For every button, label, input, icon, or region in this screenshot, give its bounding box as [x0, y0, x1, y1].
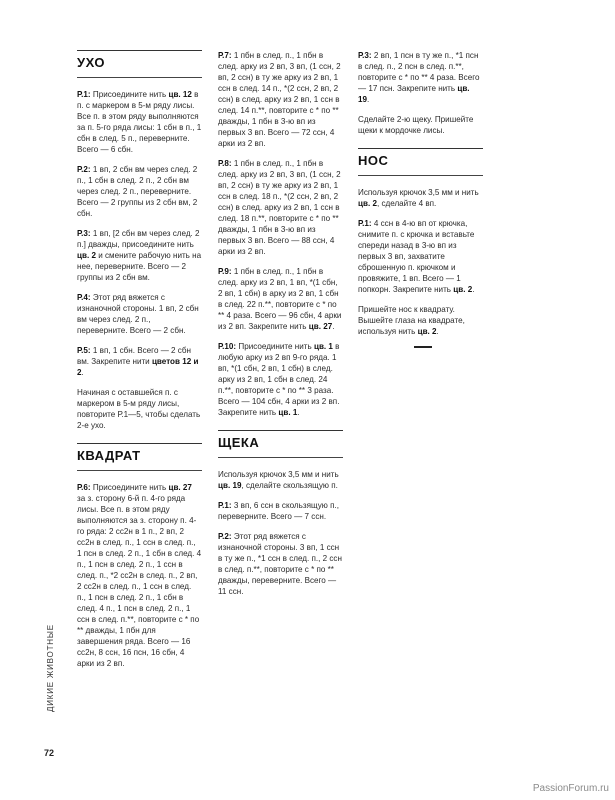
column-3 — [358, 50, 483, 348]
section-side-label: ДИКИЕ ЖИВОТНЫЕ — [46, 624, 55, 712]
section-title-nose: НОС — [358, 153, 389, 168]
section-rule — [77, 50, 202, 51]
section-rule-bottom — [218, 457, 343, 458]
section-rule — [358, 148, 483, 149]
section-rule — [218, 430, 343, 431]
square-row-10: Р.10: Присоедините нить цв. 1 в любую арку из 2 вп 9-го ряда. 1 вп, *(1 сбн, 2 вп, 1 сбн) в след. арку из 2 вп, 1 сбн в след. 24 п.**, повторите с * по ** 3 раза. Всего — 104 сбн, 4 арки из 2 вп. Закрепите нить цв. 1. — [218, 342, 340, 417]
section-rule-bottom — [77, 470, 202, 471]
square-row-6: Р.6: Присоедините нить цв. 27 за з. сторону 6-й п. 4-го ряда лисы. Все п. в этом ряду выполняются за з. сторону п. 4-го ряда: 2 сс2н в 1 п., 2 вп, 2 сс2н в след. п., 1 ссн в след. п., 1 псн в след. 2 п., 1 сбн в след. 4 п., 1 псн в след. 2 п., 1 ссн в след. п., *2 сс2н в след. п., 2 вп, 2 сс2н в след. п., 1 ссн в след. п., 1 псн в след. 2 п., 1 сбн в след. 4 п., 1 псн в след. 2 п., 1 ссн в след. п.**, повторите с * по ** дважды, 1 пбн для завершения ряда. Всего — 16 сс2н, 8 ссн, 16 псн, 16 сбн, 4 арки из 2 вп. — [77, 483, 202, 668]
square-row-9: Р.9: 1 пбн в след. п., 1 пбн в след. арку из 2 вп, 1 вп, *(1 сбн, 2 вп, 1 сбн) в арку из 2 вп, 1 сбн в след. 22 п.**, повторите с * по ** 4 раза. Всего — 96 сбн, 4 арки из 2 вп. Закрепите нить цв. 27. — [218, 267, 342, 331]
section-title-ear: УХО — [77, 55, 106, 70]
section-rule-bottom — [77, 77, 202, 78]
cheek-finish-note: Сделайте 2-ю щеку. Пришейте щеки к мордочке лисы. — [358, 115, 474, 135]
end-dash — [414, 346, 432, 348]
column-1 — [77, 50, 202, 678]
ear-repeat-note: Начиная с оставшейся п. с маркером в 5-м ряду лисы, повторите Р.1—5, чтобы сделать 2-е ухо. — [77, 388, 201, 430]
section-rule — [77, 443, 202, 444]
nose-row-1: Р.1: 4 ссн в 4-ю вп от крючка, снимите п. с крючка и вставьте спереди назад в 3-ю вп из первых 3 вп, захватите сброшенную п. крючком и провяжите, 1 вп. Всего — 1 попкорн. Закрепите нить цв. 2. — [358, 219, 475, 294]
ear-row-3: Р.3: 1 вп, [2 сбн вм через след. 2 п.] дважды, присоедините нить цв. 2 и смените рабочую нить на нее, переверните. Всего — 2 группы из 2 сбн вм. — [77, 229, 202, 282]
cheek-row-2: Р.2: Этот ряд вяжется с изнаночной стороны. 3 вп, 1 ссн в ту же п., *1 ссн в след. п., 2 ссн в след. п.**, повторите с * по ** дважды, переверните. Всего — 11 ссн. — [218, 532, 342, 596]
watermark: PassionForum.ru — [532, 783, 609, 794]
ear-row-2: Р.2: 1 вп, 2 сбн вм через след. 2 п., 1 сбн в след. 2 п., 2 сбн вм через след. 2 п., переверните. Всего — 2 группы из 2 сбн вм, 2 сбн. — [77, 165, 198, 218]
section-title-cheek: ЩЕКА — [218, 435, 260, 450]
cheek-row-3: Р.3: 2 вп, 1 псн в ту же п., *1 псн в след. п., 2 псн в след. п.**, повторите с * по ** 4 раза. Всего — 17 псн. Закрепите нить цв. 19. — [358, 51, 480, 104]
square-row-7: Р.7: 1 пбн в след. п., 1 пбн в след. арку из 2 вп, 3 вп, (1 ссн, 2 вп, 2 ссн) в ту же арку из 2 вп, 1 ссн в след. 14 п., *(2 ссн, 2 вп, 2 ссн) в след. арку из 2 вп, 1 ссн в след. 14 п.**, повторите с * по ** дважды, 1 пбн в 3-ю вп из первых 3 вп. Всего — 72 ссн, 4 арки из 2 вп. — [218, 51, 341, 148]
ear-row-4: Р.4: Этот ряд вяжется с изнаночной стороны. 1 вп, 2 сбн вм через след. 2 п., переверните. Всего — 2 сбн. — [77, 293, 199, 335]
nose-finish-note: Пришейте нос к квадрату. Вышейте глаза на квадрате, используя нить цв. 2. — [358, 305, 465, 336]
cheek-intro: Используя крючок 3,5 мм и нить цв. 19, сделайте скользящую п. — [218, 470, 339, 490]
section-title-square: КВАДРАТ — [77, 448, 141, 463]
ear-row-5: Р.5: 1 вп, 1 сбн. Всего — 2 сбн вм. Закрепите нити цветов 12 и 2. — [77, 346, 199, 377]
section-rule-bottom — [358, 175, 483, 176]
square-row-8: Р.8: 1 пбн в след. п., 1 пбн в след. арку из 2 вп, 3 вп, (1 ссн, 2 вп, 2 ссн) в ту же арку из 2 вп, 1 ссн в след. 18 п., *(2 ссн, 2 вп, 2 ссн) в след. арку из 2 вп, 1 ссн в след. 18 п.**, повторите с * по ** дважды, 1 пбн в 3-ю вп из первых 3 вп. Всего — 88 ссн, 4 арки из 2 вп. — [218, 159, 341, 256]
ear-row-1: Р.1: Присоедините нить цв. 12 в п. с маркером в 5-м ряду лисы. Все п. в этом ряду выполняются за п. 5-го ряда лисы: 1 сбн в п., 1 сбн в след. 5 п., переверните. Всего — 6 сбн. — [77, 90, 202, 154]
column-2 — [218, 50, 343, 606]
page-number: 72 — [44, 748, 55, 758]
nose-intro: Используя крючок 3,5 мм и нить цв. 2, сделайте 4 вп. — [358, 188, 479, 208]
cheek-row-1: Р.1: 3 вп, 6 ссн в скользящую п., переверните. Всего — 7 ссн. — [218, 501, 339, 521]
